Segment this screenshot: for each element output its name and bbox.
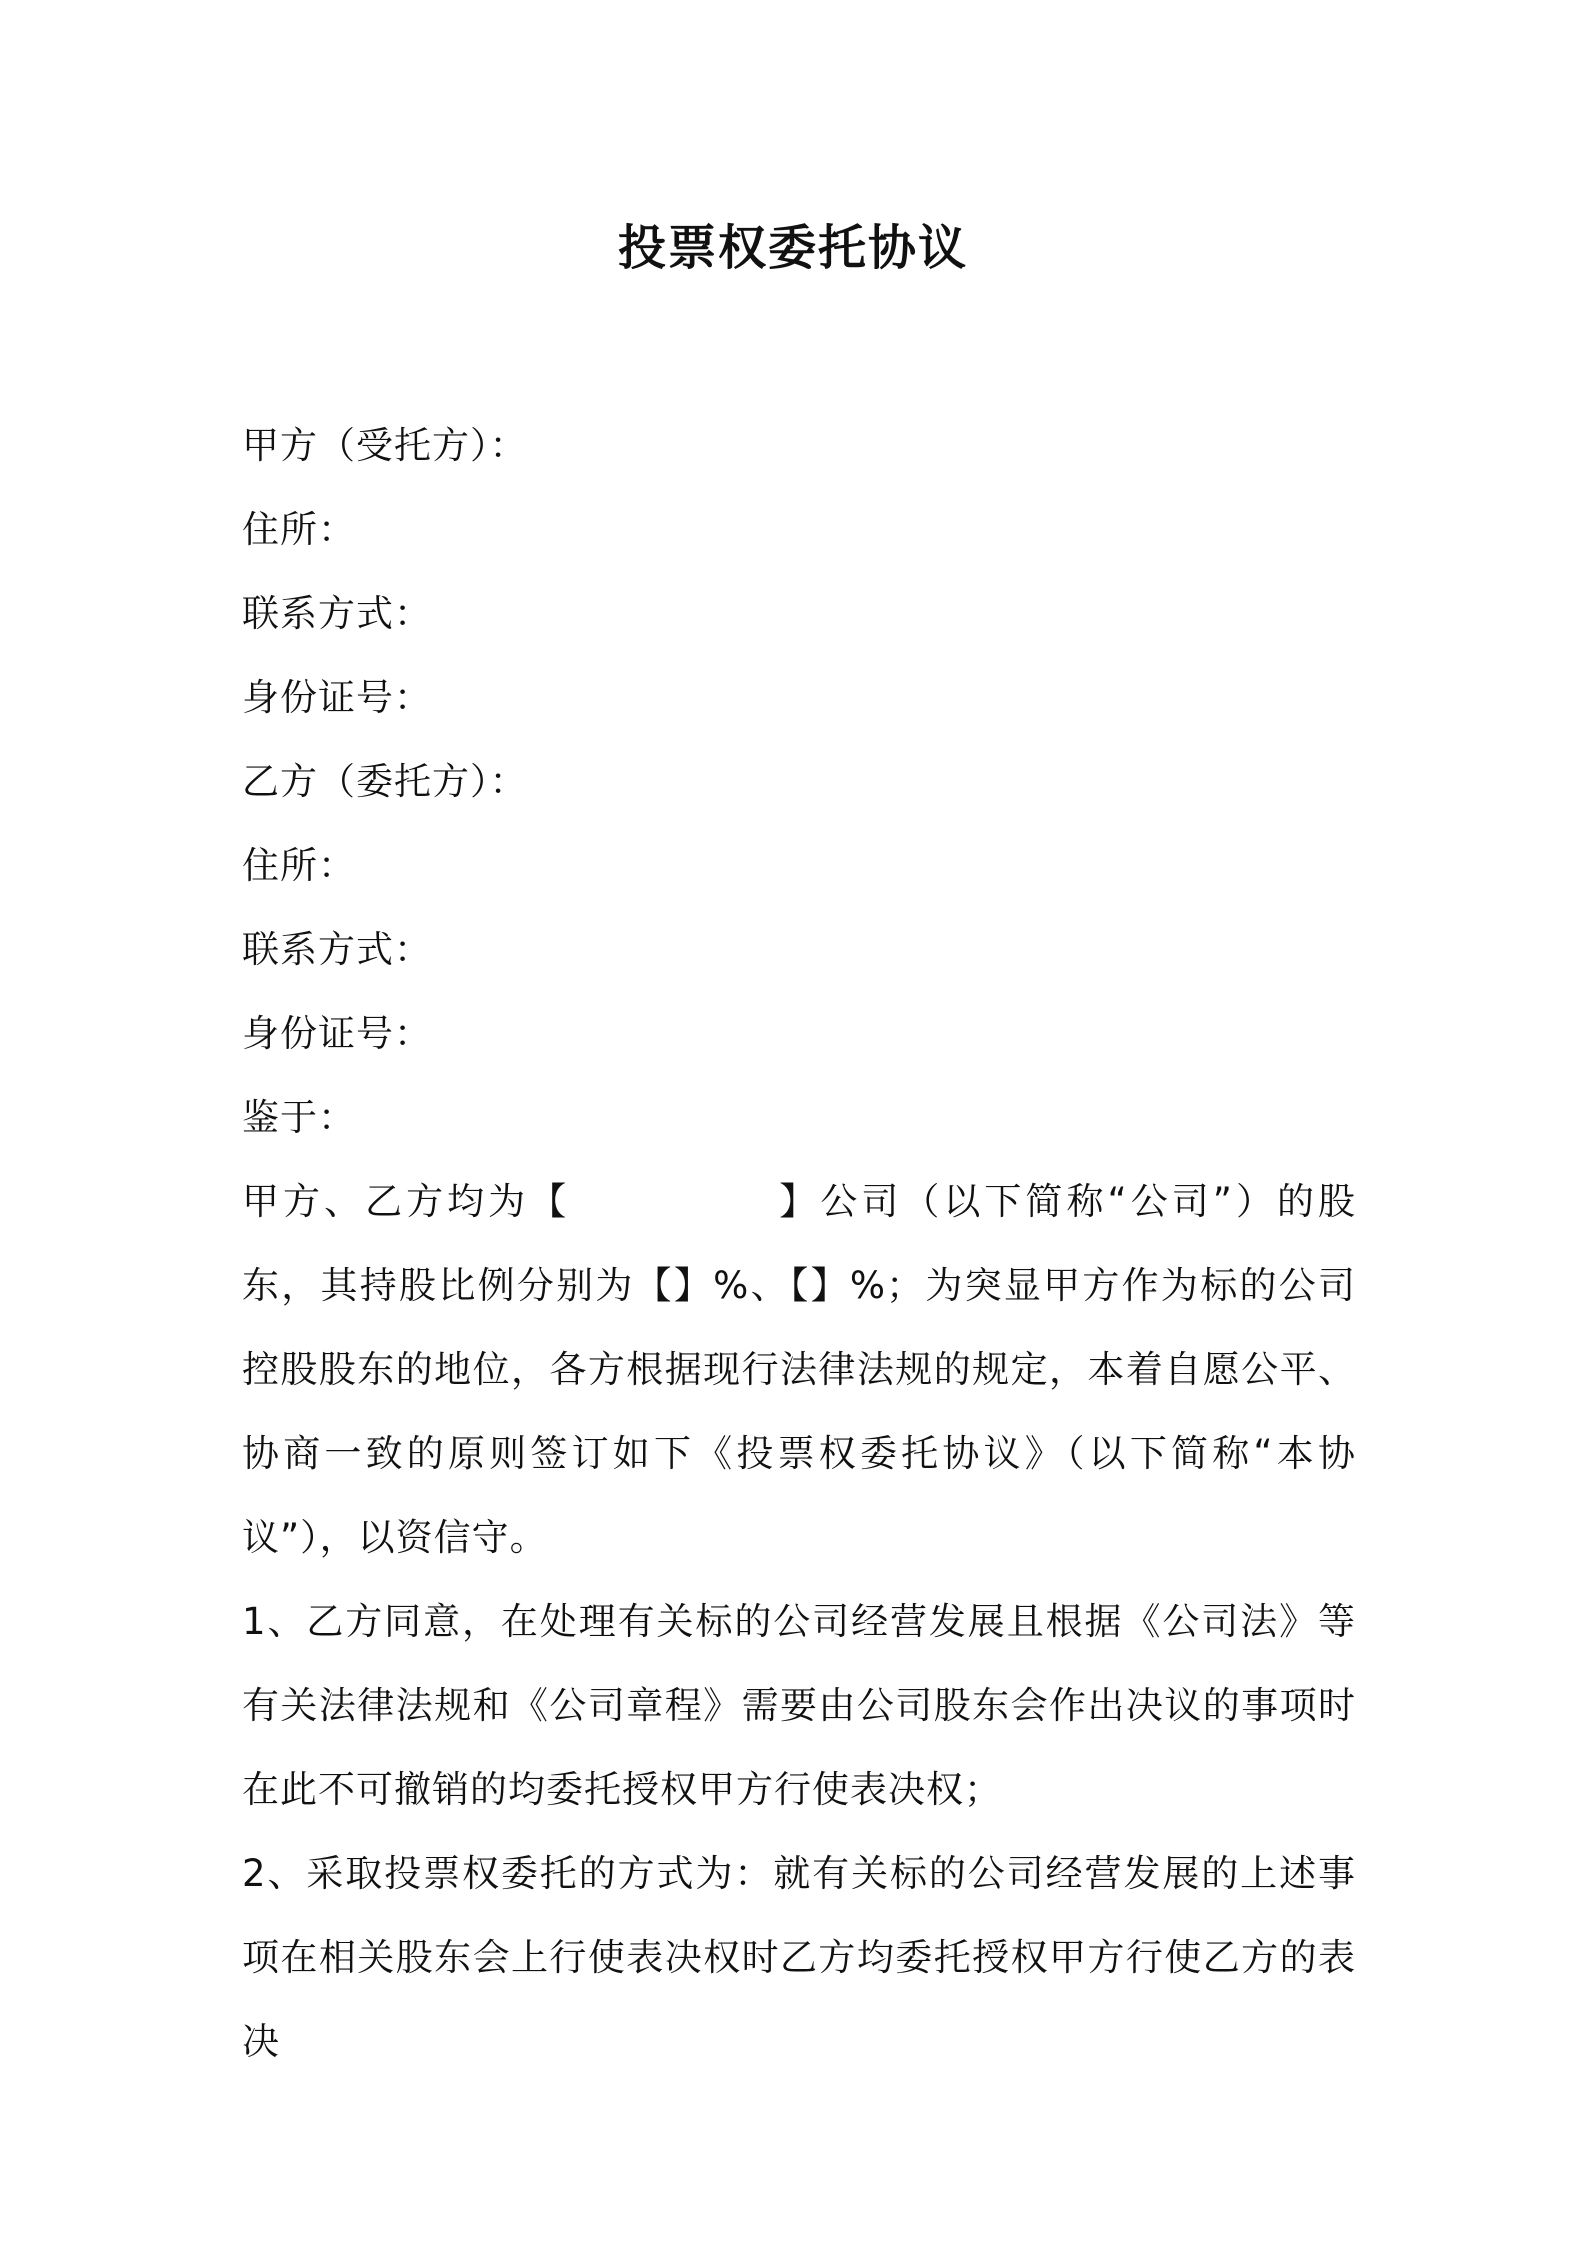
document-title: 投票权委托协议: [617, 220, 968, 276]
clause-2: 2、采取投票权委托的方式为：就有关标的公司经营发展的上述事项在相关股东会上行使表决权时乙方均委托授权甲方行使乙方的表决: [242, 1852, 1356, 2063]
party-a-id-label: 身份证号：: [242, 676, 432, 719]
clause-1: 1、乙方同意，在处理有关标的公司经营发展且根据《公司法》等有关法律法规和《公司章程》需要由公司股东会作出决议的事项时在此不可撤销的均委托授权甲方行使表决权；: [242, 1600, 1356, 1811]
recital-text-after-blank: 】公司（以下简称“公司”）的股东，其持股比例分别为【】%、【】%；为突显甲方作为标的公司控股股东的地位，各方根据现行法律法规的规定，本着自愿公平、协商一致的原则签订如下《投票权委托协议》（以下简称“本协议”），以资信守。: [242, 1180, 1356, 1559]
party-b-address-label: 住所：: [242, 844, 356, 887]
document-body: [242, 404, 1356, 2084]
party-a-address-label: 住所：: [242, 508, 356, 551]
recital-text-before-blank: 甲方、乙方均为【: [242, 1180, 571, 1223]
party-b-contact-label: 联系方式：: [242, 928, 432, 971]
whereas-label: 鉴于：: [242, 1096, 356, 1139]
party-b-id-label: 身份证号：: [242, 1012, 432, 1055]
party-a-heading: 甲方（受托方）：: [242, 424, 528, 467]
recital-paragraph: [242, 1160, 1356, 1580]
party-a-contact-label: 联系方式：: [242, 592, 432, 635]
party-b-heading: 乙方（委托方）：: [242, 760, 528, 803]
